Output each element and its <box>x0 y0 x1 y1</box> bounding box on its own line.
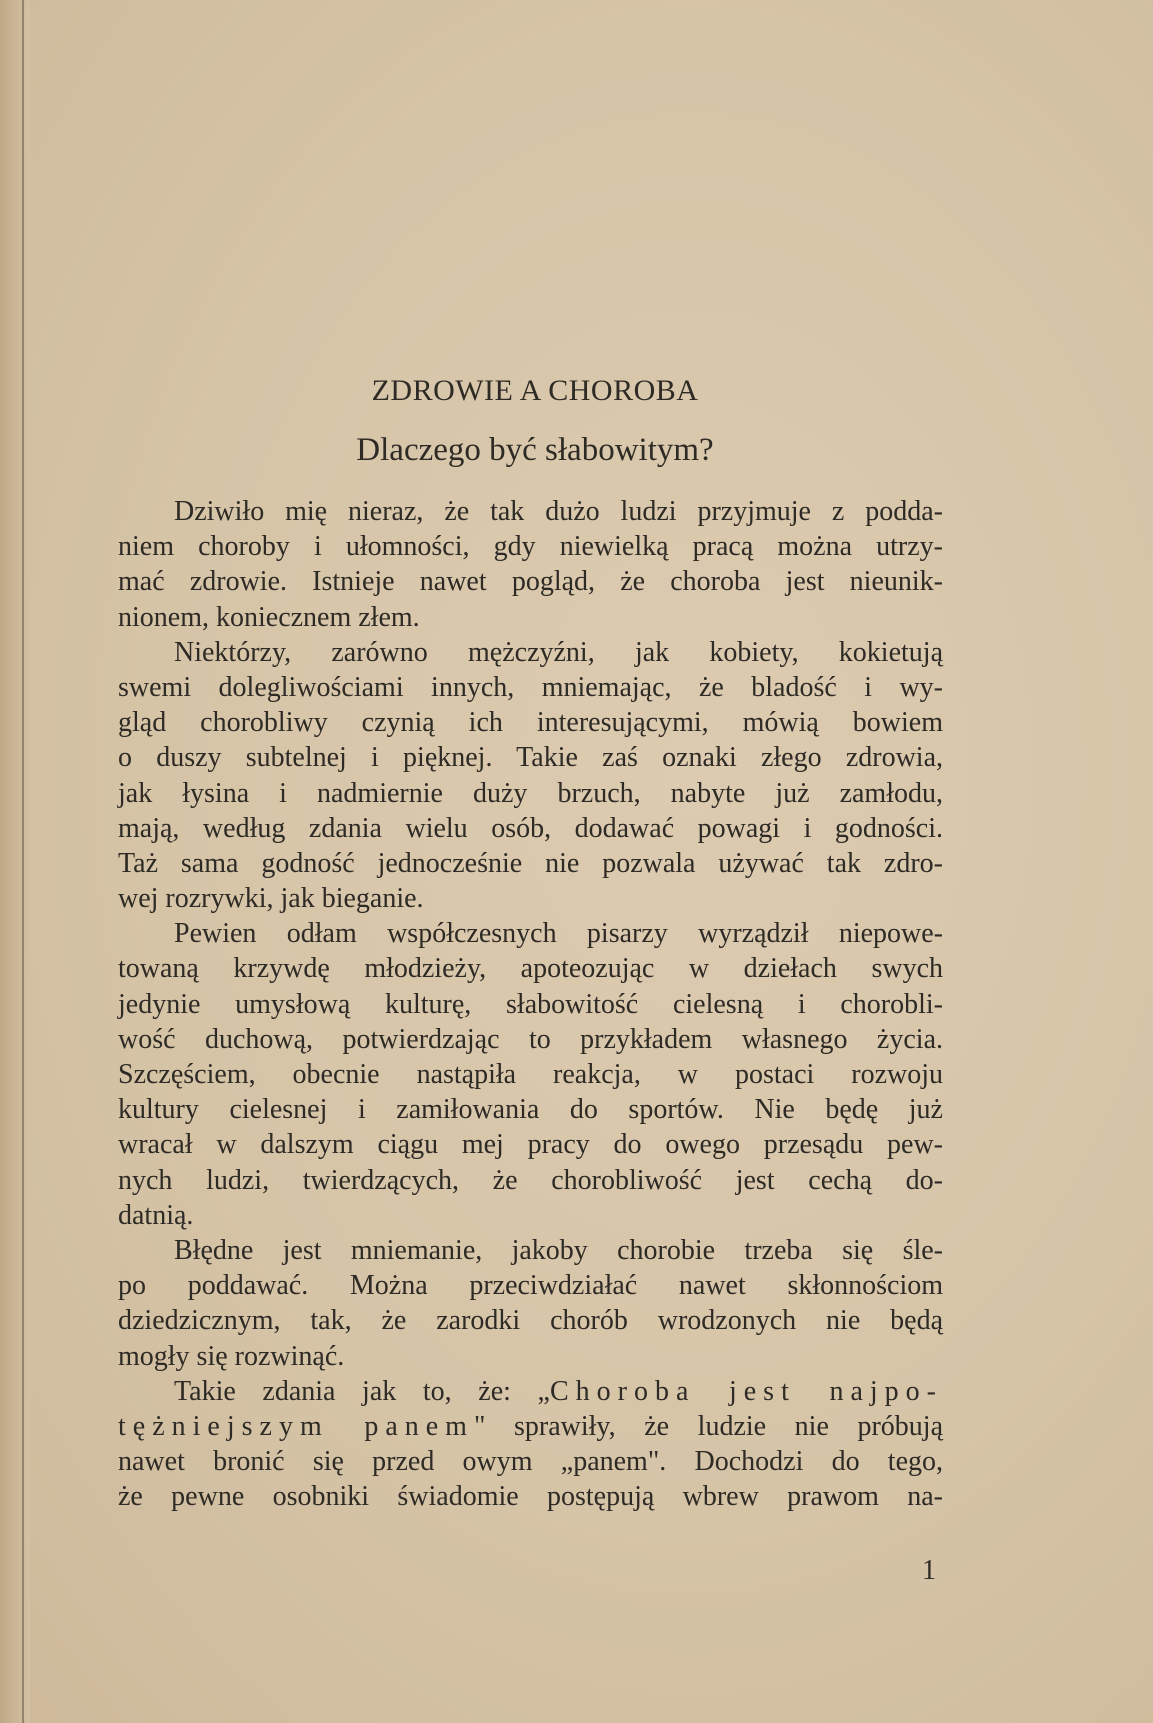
text-line <box>118 1057 943 1092</box>
text-segment: że pewne osobniki świadomie postępują wbrew prawom na- <box>118 1481 943 1513</box>
text-line <box>118 1092 943 1127</box>
text-segment: wość duchową, potwierdzając to przykładem własnego życia. <box>118 1023 943 1055</box>
text-segment: po poddawać. Można przeciwdziałać nawet skłonnościom <box>118 1270 943 1302</box>
text-line <box>118 740 943 775</box>
text-line <box>118 600 943 635</box>
text-line <box>118 1198 943 1233</box>
text-segment: nawet bronić się przed owym „panem". Dochodzi do tego, <box>118 1446 943 1478</box>
text-line <box>118 951 943 986</box>
text-segment: o duszy subtelnej i pięknej. Takie zaś oznaki złego zdrowia, <box>118 742 943 774</box>
text-line <box>118 776 943 811</box>
text-segment: " sprawiły, że ludzie nie próbują <box>473 1410 944 1442</box>
text-line <box>118 987 943 1022</box>
text-line <box>118 635 943 670</box>
text-segment: wracał w dalszym ciągu mej pracy do owego przesądu pew- <box>118 1129 943 1161</box>
text-line <box>118 1233 943 1268</box>
text-segment: Dziwiło mię nieraz, że tak dużo ludzi przyjmuje z podda- <box>174 496 943 527</box>
text-segment: mają, według zdania wielu osób, dodawać powagi i godności. <box>118 812 943 844</box>
text-line <box>118 1163 943 1198</box>
chapter-heading: ZDROWIE A CHOROBA <box>371 374 699 407</box>
text-line <box>118 881 943 916</box>
text-line <box>118 494 943 529</box>
text-line <box>118 846 943 881</box>
spaced-emphasis-text: Choroba jest najpo- <box>549 1375 943 1407</box>
text-segment: nych ludzi, twierdzących, że chorobliwość jest cechą do- <box>118 1164 943 1196</box>
text-line <box>118 1022 943 1057</box>
text-line <box>118 670 943 705</box>
text-line <box>118 811 943 846</box>
page-number: 1 <box>922 1555 936 1586</box>
text-line <box>118 916 943 951</box>
text-segment: mać zdrowie. Istnieje nawet pogląd, że choroba jest nieunik- <box>118 566 943 598</box>
text-line <box>118 529 943 564</box>
text-segment: nionem, koniecznem złem. <box>118 601 420 633</box>
text-segment: Szczęściem, obecnie nastąpiła reakcja, w postaci rozwoju <box>118 1059 943 1090</box>
text-line <box>118 1127 943 1162</box>
text-segment: mogły się rozwinąć. <box>118 1340 345 1372</box>
text-segment: gląd chorobliwy czynią ich interesującymi, mówią bowiem <box>118 707 943 739</box>
book-spine-shadow <box>0 0 30 1723</box>
text-line <box>118 564 943 599</box>
text-segment: wej rozrywki, jak bieganie. <box>118 883 424 915</box>
section-heading: Dlaczego być słabowitym? <box>356 432 714 468</box>
text-segment: towaną krzywdę młodzieży, apoteozując w dziełach swych <box>118 953 943 985</box>
body-text <box>118 494 943 1514</box>
spaced-emphasis-text: tężniejszym panem <box>118 1410 474 1442</box>
text-segment: swemi dolegliwościami innych, mniemając, że bladość i wy- <box>118 671 943 703</box>
text-segment: kultury cielesnej i zamiłowania do sportów. Nie będę już <box>118 1094 943 1126</box>
text-segment: dziedzicznym, tak, że zarodki chorób wrodzonych nie będą <box>118 1305 943 1337</box>
text-segment: Niektórzy, zarówno mężczyźni, jak kobiety, kokietują <box>174 636 943 668</box>
text-line <box>118 1374 943 1409</box>
text-line <box>118 1303 943 1338</box>
text-line <box>118 1444 943 1479</box>
text-line <box>118 1339 943 1374</box>
binding-edge <box>22 0 24 1723</box>
text-line <box>118 1409 943 1444</box>
text-segment: Taż sama godność jednocześnie nie pozwala używać tak zdro- <box>118 847 943 879</box>
text-line <box>118 705 943 740</box>
text-segment: datnią. <box>118 1199 194 1231</box>
text-segment: Błędne jest mniemanie, jakoby chorobie trzeba się śle- <box>174 1234 943 1266</box>
text-line <box>118 1479 943 1514</box>
text-line <box>118 1268 943 1303</box>
text-segment: jedynie umysłową kulturę, słabowitość cielesną i chorobli- <box>118 988 943 1020</box>
text-segment: jak łysina i nadmiernie duży brzuch, nabyte już zamłodu, <box>118 777 943 809</box>
text-segment: Pewien odłam współczesnych pisarzy wyrządził niepowe- <box>174 918 943 950</box>
text-segment: Takie zdania jak to, że: „ <box>174 1375 550 1407</box>
text-segment: niem choroby i ułomności, gdy niewielką pracą można utrzy- <box>118 531 943 563</box>
